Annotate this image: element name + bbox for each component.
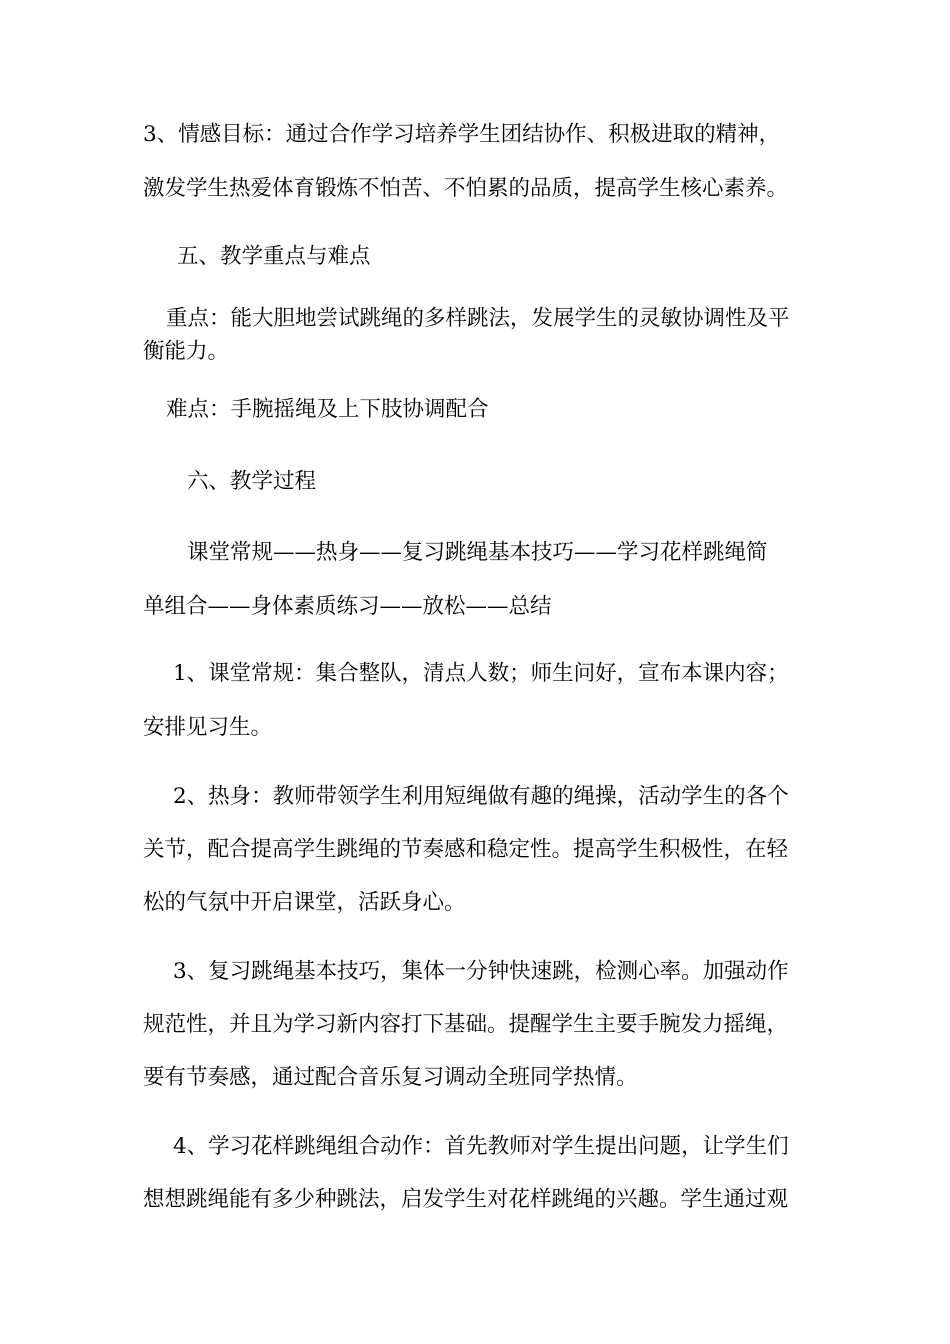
text-line: 衡能力。 xyxy=(143,339,230,364)
text-line: 安排见习生。 xyxy=(143,715,273,740)
text-line: 2、热身：教师带领学生利用短绳做有趣的绳操，活动学生的各个 xyxy=(173,784,789,809)
text-line: 课堂常规——热身——复习跳绳基本技巧——学习花样跳绳简 xyxy=(187,540,768,565)
text-line: 难点：手腕摇绳及上下肢协调配合 xyxy=(166,397,489,422)
text-line: 松的气氛中开启课堂，活跃身心。 xyxy=(143,890,466,915)
section-heading: 五、教学重点与难点 xyxy=(177,244,371,269)
text-line: 要有节奏感，通过配合音乐复习调动全班同学热情。 xyxy=(143,1065,638,1090)
text-line: 4、学习花样跳绳组合动作：首先教师对学生提出问题，让学生们 xyxy=(173,1134,789,1159)
text-line: 重点：能大胆地尝试跳绳的多样跳法，发展学生的灵敏协调性及平 xyxy=(166,306,790,331)
text-line: 单组合——身体素质练习——放松——总结 xyxy=(143,594,552,619)
text-line: 激发学生热爱体育锻炼不怕苦、不怕累的品质，提高学生核心素养。 xyxy=(143,176,789,201)
text-line: 1、课堂常规：集合整队，清点人数；师生问好，宣布本课内容； xyxy=(173,661,789,686)
text-line: 3、情感目标：通过合作学习培养学生团结协作、积极进取的精神， xyxy=(143,122,781,147)
text-line: 想想跳绳能有多少种跳法，启发学生对花样跳绳的兴趣。学生通过观 xyxy=(143,1187,789,1212)
text-line: 规范性，并且为学习新内容打下基础。提醒学生主要手腕发力摇绳， xyxy=(143,1012,789,1037)
section-heading: 六、教学过程 xyxy=(187,469,317,494)
text-line: 关节，配合提高学生跳绳的节奏感和稳定性。提高学生积极性，在轻 xyxy=(143,837,789,862)
text-line: 3、复习跳绳基本技巧，集体一分钟快速跳，检测心率。加强动作 xyxy=(173,959,789,984)
